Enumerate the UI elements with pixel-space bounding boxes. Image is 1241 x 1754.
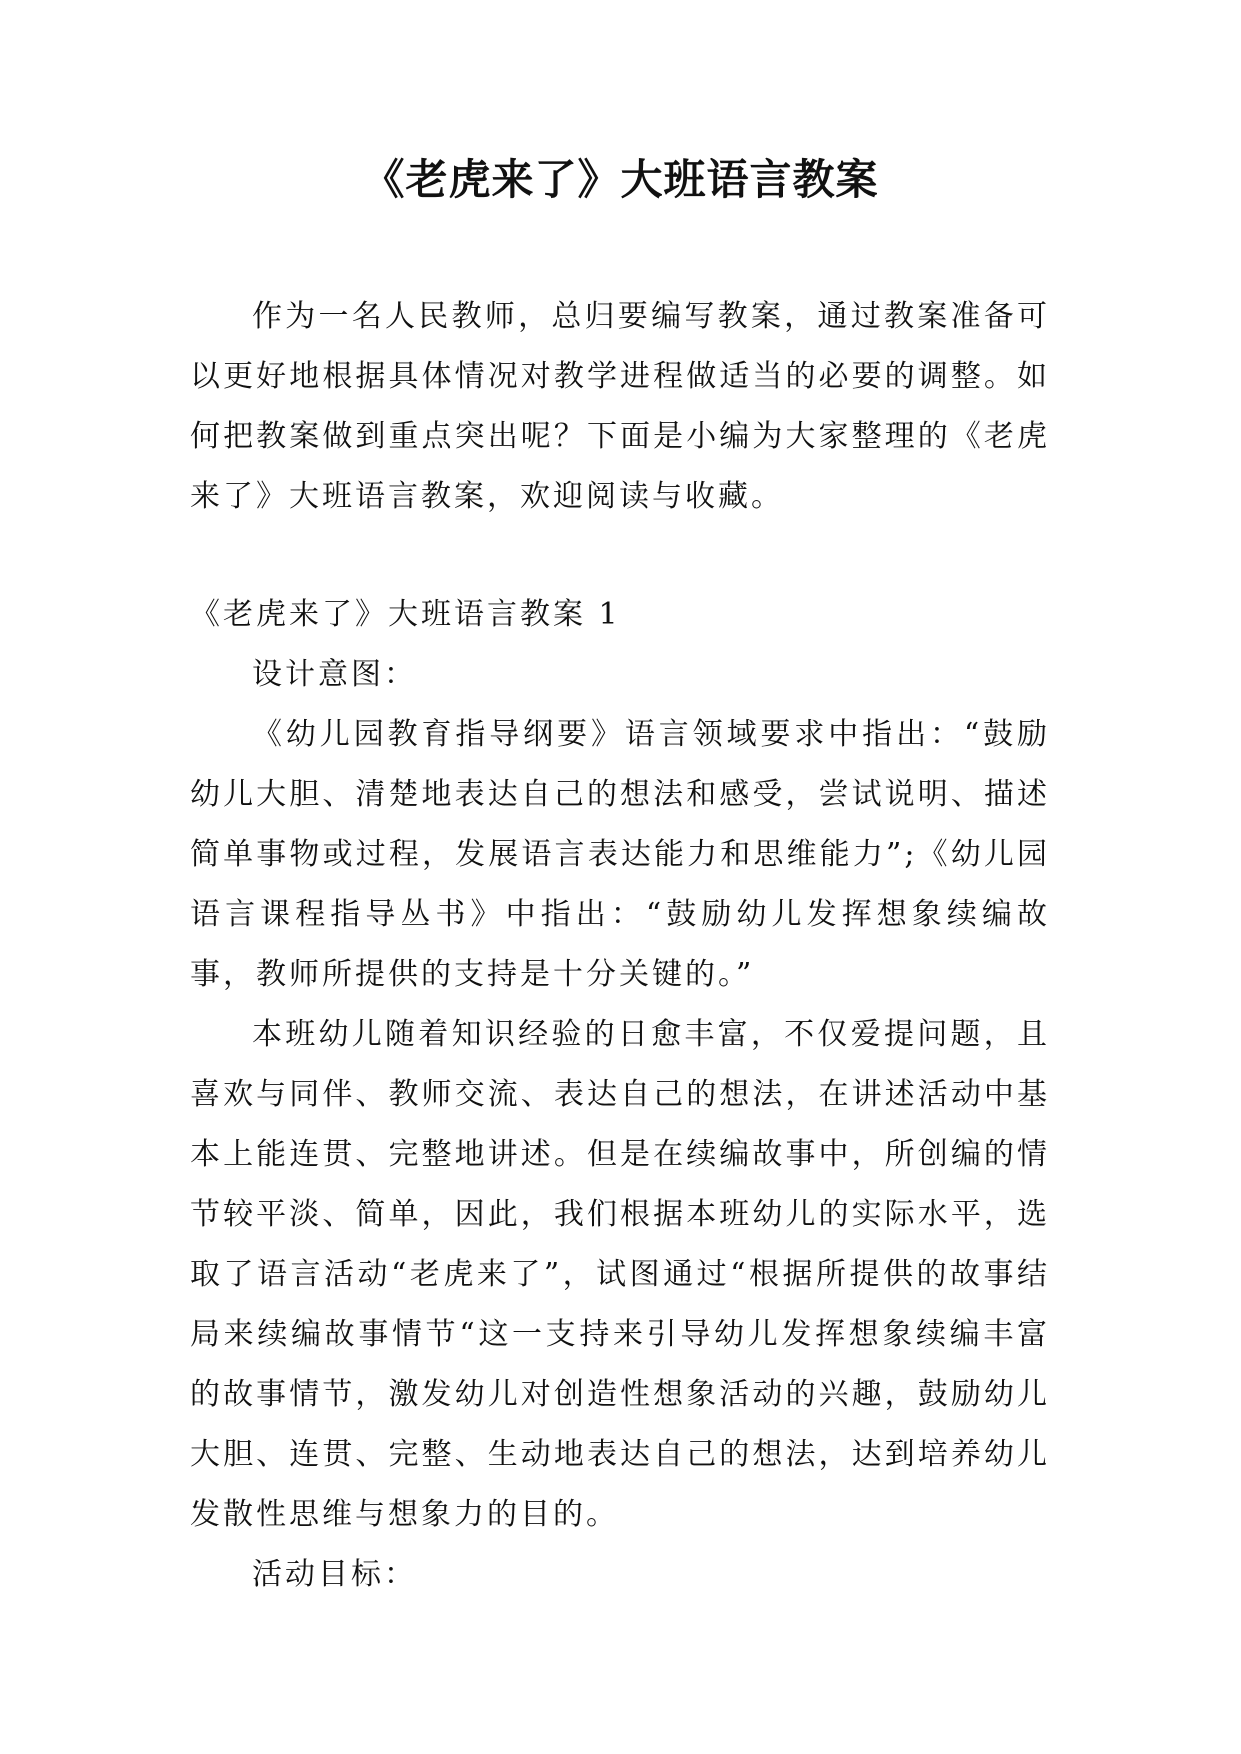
section-heading: 《老虎来了》大班语言教案 1 [190,597,621,632]
paragraph-gap [190,527,1050,585]
design-intent-paragraph-2: 本班幼儿随着知识经验的日愈丰富，不仅爱提问题，且喜欢与同伴、教师交流、表达自己的想法，在讲述活动中基本上能连贯、完整地讲述。但是在续编故事中，所创编的情节较平淡、简单，因此，我们根据本班幼儿的实际水平，选取了语言活动“老虎来了”，试图通过“根据所提供的故事结局来续编故事情节“这一支持来引导幼儿发挥想象续编丰富的故事情节，激发幼儿对创造性想象活动的兴趣，鼓励幼儿大胆、连贯、完整、生动地表达自己的想法，达到培养幼儿发散性思维与想象力的目的。 [190,1017,1050,1532]
design-intent-label: 设计意图： [252,657,417,692]
document-title: 《老虎来了》大班语言教案 [362,155,879,204]
design-intent-paragraph-1: 《幼儿园教育指导纲要》语言领域要求中指出：“鼓励幼儿大胆、清楚地表达自己的想法和感受，尝试说明、描述简单事物或过程，发展语言表达能力和思维能力”;《幼儿园语言课程指导丛书》中指出：“鼓励幼儿发挥想象续编故事，教师所提供的支持是十分关键的。” [190,717,1050,992]
activity-goal-label: 活动目标： [252,1557,417,1592]
document-body [190,287,1050,1605]
intro-paragraph: 作为一名人民教师，总归要编写教案，通过教案准备可以更好地根据具体情况对教学进程做适当的必要的调整。如何把教案做到重点突出呢？下面是小编为大家整理的《老虎来了》大班语言教案，欢迎阅读与收藏。 [190,299,1050,514]
